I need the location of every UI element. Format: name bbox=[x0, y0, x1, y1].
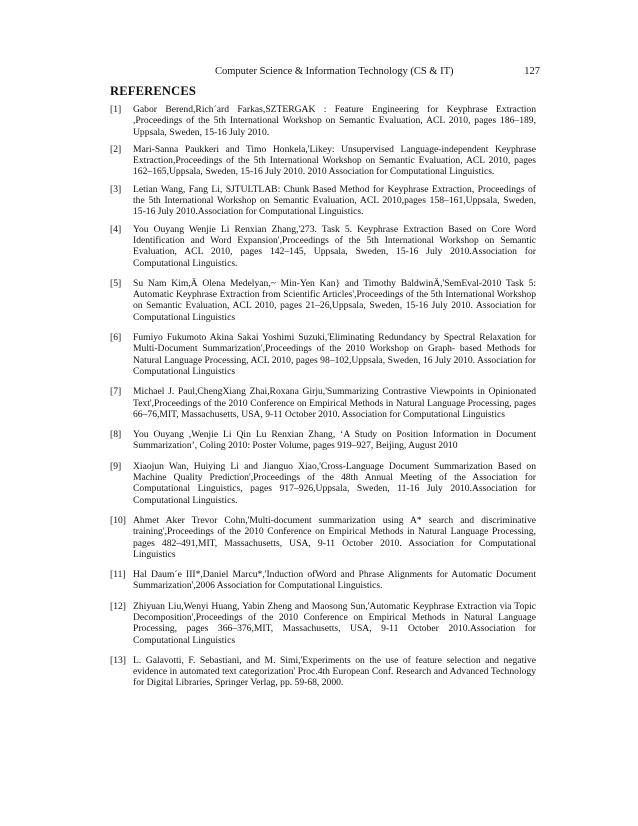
reference-number: [4] bbox=[110, 223, 122, 235]
running-header bbox=[110, 66, 540, 82]
reference-number: [5] bbox=[110, 277, 122, 289]
reference-item bbox=[110, 104, 536, 138]
reference-number: [6] bbox=[110, 332, 122, 344]
reference-item bbox=[110, 601, 536, 646]
reference-item bbox=[110, 278, 536, 323]
reference-number: [8] bbox=[110, 429, 122, 441]
reference-number: [3] bbox=[110, 183, 122, 195]
reference-item bbox=[110, 332, 536, 377]
reference-text: You Ouyang ,Wenjie Li Qin Lu Renxian Zhang, ‘A Study on Position Information in Document Summarization’, Coling 2010: Poster Volume, pages 919–927, Beijing, August 2010 bbox=[133, 429, 536, 452]
reference-text: L. Galavotti, F. Sebastiani, and M. Simi,'Experiments on the use of feature selection and negative evidence in automated text categorization' Proc.4th European Conf. Research and Advanced Technology for Digital Libraries, Springer Verlag, pp. 59-68, 2000. bbox=[133, 654, 536, 689]
reference-number: [13] bbox=[110, 654, 126, 666]
reference-text: Hal Daum´e III*,Daniel Marcu*,'Induction ofWord and Phrase Alignments for Automatic Document Summarization',2006 Association for Computational Linguistics. bbox=[133, 569, 536, 592]
journal-title: Computer Science & Information Technology (CS & IT) bbox=[215, 66, 454, 77]
reference-number: [1] bbox=[110, 104, 122, 115]
reference-text: Letian Wang, Fang Li, SJTULTLAB: Chunk Based Method for Keyphrase Extraction, Proceedings of the 5th International Workshop on Semantic Evaluation, ACL 2010,pages 158–161,Uppsala, Sweden, 15-16 July 2010.Association for Computational Linguistics. bbox=[133, 183, 536, 218]
reference-list bbox=[110, 104, 536, 698]
references-heading: REFERENCES bbox=[110, 84, 197, 98]
reference-text: Gabor Berend,Rich´ard Farkas,SZTERGAK : Feature Engineering for Keyphrase Extraction ,Proceedings of the 5th International Workshop on Semantic Evaluation, ACL 2010, pages 186–189, Uppsala, Sweden, 15-16 July 2010. bbox=[133, 104, 536, 138]
reference-number: [2] bbox=[110, 143, 122, 155]
reference-item bbox=[110, 224, 536, 269]
reference-text: Zhiyuan Liu,Wenyi Huang, Yabin Zheng and Maosong Sun,'Automatic Keyphrase Extraction via Topic Decomposition',Proceedings of the 2010 Conference on Empirical Methods in Natural Language Processing, pages 366–376,MIT, Massachusetts, USA, 9-11 October 2010.Association for Computational Linguistics bbox=[133, 600, 536, 646]
reference-number: [9] bbox=[110, 460, 122, 472]
reference-item bbox=[110, 386, 536, 420]
reference-item bbox=[110, 429, 536, 452]
reference-number: [12] bbox=[110, 600, 126, 612]
reference-text: Xiaojun Wan, Huiying Li and Jianguo Xiao,'Cross-Language Document Summarization Based on Machine Quality Prediction',Proceedings of the 48th Annual Meeting of the Association for Computational Linguistics, pages 917–926,Uppsala, Sweden, 11-16 July 2010.Association for Computational Linguistics. bbox=[133, 460, 536, 506]
reference-number: [11] bbox=[110, 569, 126, 581]
reference-item bbox=[110, 461, 536, 506]
reference-text: You Ouyang Wenjie Li Renxian Zhang,'273. Task 5. Keyphrase Extraction Based on Core Word Identification and Word Expansion',Proceedings of the 5th International Workshop on Semantic Evaluation, ACL 2010, pages 142–145, Uppsala, Sweden, 15-16 July 2010.Association for Computational Linguistics. bbox=[133, 223, 536, 269]
reference-item bbox=[110, 184, 536, 218]
reference-text: Su Nam Kim,Ä Olena Medelyan,~ Min-Yen Kan} and Timothy BaldwinÄ,'SemEval-2010 Task 5: Automatic Keyphrase Extraction from Scientific Articles',Proceedings of the 5th International Workshop on Semantic Evaluation, ACL 2010, pages 21–26,Uppsala, Sweden, 15-16 July 2010. Association for Computational Linguistics bbox=[133, 277, 536, 323]
reference-text: Fumiyo Fukumoto Akina Sakai Yoshimi Suzuki,'Eliminating Redundancy by Spectral Relaxation for Multi-Document Summarization',Proceedings of the 2010 Workshop on Graph- based Methods for Natural Language Processing, ACL 2010, pages 98–102,Uppsala, Sweden, 16 July 2010. Association for Computational Linguistics bbox=[133, 332, 536, 377]
reference-item bbox=[110, 655, 536, 689]
reference-text: Ahmet Aker Trevor Cohn,'Multi-document summarization using A* search and discriminative training',Proceedings of the 2010 Conference on Empirical Methods in Natural Language Processing, pages 482–491,MIT, Massachusetts, USA, 9-11 October 2010. Association for Computational Linguistics bbox=[133, 514, 536, 560]
page-number: 127 bbox=[524, 66, 540, 77]
reference-number: [7] bbox=[110, 386, 122, 398]
reference-text: Michael J. Paul,ChengXiang Zhai,Roxana Girju,'Summarizing Contrastive Viewpoints in Opinionated Text',Proceedings of the 2010 Conference on Empirical Methods in Natural Language Processing, pages 66–76,MIT, Massachusetts, USA, 9-11 October 2010. Association for Computational Linguistics bbox=[133, 386, 536, 420]
reference-item bbox=[110, 515, 536, 560]
reference-item bbox=[110, 569, 536, 592]
reference-item bbox=[110, 144, 536, 178]
reference-text: Mari-Sanna Paukkeri and Timo Honkela,'Likey: Unsupervised Language-independent Keyphrase Extraction,Proceedings of the 5th International Workshop on Semantic Evaluation, ACL 2010, pages 162–165,Uppsala, Sweden, 15-16 July 2010. 2010 Association for Computational Linguistics. bbox=[133, 143, 536, 178]
reference-number: [10] bbox=[110, 514, 126, 526]
